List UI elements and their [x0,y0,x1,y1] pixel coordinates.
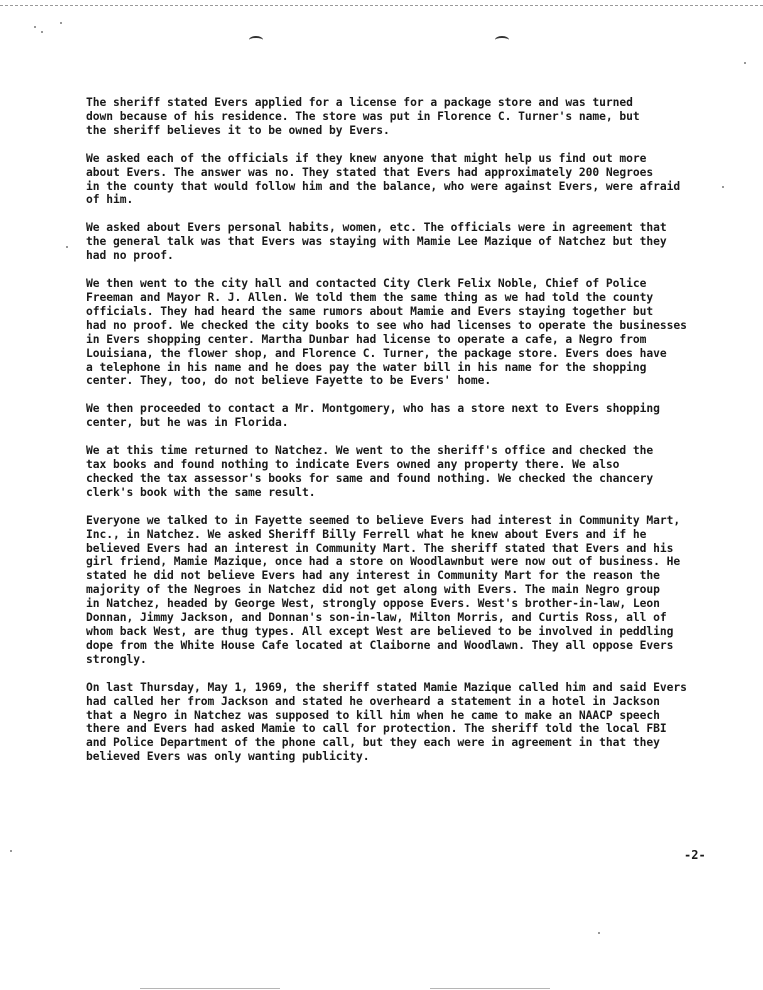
paragraph-threat-call: On last Thursday, May 1, 1969, the sheriff stated Mamie Mazique called him and said Evers had called her from Jackson and stated he overheard a statement in a hotel in Jackson that a Negro in Natchez was supposed to kill him when he came to make an NAACP speech there and Evers had asked Mamie to call for protection. The sheriff told the local FBI and Police Department of the phone call, but they each were in agreement in that they believed Evers was only wanting publicity. [86,680,687,764]
scan-mark-left [249,36,263,44]
scan-speck [598,932,600,934]
top-perforation-border [0,5,763,6]
scan-speck [34,26,36,28]
page-number: -2- [684,848,706,862]
scan-mark-right [495,36,509,44]
scan-speck [744,62,746,64]
bottom-edge-rule [140,988,280,989]
scan-speck [41,31,43,33]
paragraph-personal-habits: We asked about Evers personal habits, women, etc. The officials were in agreement that the general talk was that Evers was staying with Mamie Lee Mazique of Natchez but they had no proof. [86,221,667,263]
paragraph-montgomery: We then proceeded to contact a Mr. Montgomery, who has a store next to Evers shopping center, but he was in Florida. [86,402,660,430]
scan-speck [66,246,68,248]
paragraph-city-hall: We then went to the city hall and contacted City Clerk Felix Noble, Chief of Police Freeman and Mayor R. J. Allen. We told them the same thing as we had told the county officials. They had heard the same rumors about Mamie and Evers staying together but had no proof. We checked the city books to see who had licenses to operate the businesses in Evers shopping center. Martha Dunbar had license to operate a cafe, a Negro from Louisiana, the flower shop, and Florence C. Turner, the package store. Evers does have a telephone in his name and he does pay the water bill in his name for the shopping center. They, too, do not believe Fayette to be Evers' home. [86,277,687,388]
paragraph-officials-questioned: We asked each of the officials if they knew anyone that might help us find out more about Evers. The answer was no. They stated that Evers had approximately 200 Negroes in the county that would follow him and the balance, who were against Evers, were afraid of him. [86,151,681,207]
scan-speck [60,22,62,24]
scan-speck [10,850,12,852]
bottom-edge-rule [430,988,550,989]
paragraph-community-mart: Everyone we talked to in Fayette seemed to believe Evers had interest in Community Mart, Inc., in Natchez. We asked Sheriff Billy Ferrell what he knew about Evers and if he believed Evers had an interest in Community Mart. The sheriff stated that Evers and his girl friend, Mamie Mazique, once had a store on Woodlawnbut were now out of business. He stated he did not believe Evers had any interest in Community Mart for the reason the majority of the Negroes in Natchez did not get along with Evers. The main Negro group in Natchez, headed by George West, strongly oppose Evers. West's brother-in-law, Leon Donnan, Jimmy Jackson, and Donnan's son-in-law, Milton Morris, and Curtis Ross, all of whom back West, are thug types. All except West are believed to be involved in peddling dope from the White House Cafe located at Claiborne and Woodlawn. They all oppose Evers strongly. [86,513,681,666]
paragraph-natchez-records: We at this time returned to Natchez. We went to the sheriff's office and checked the tax books and found nothing to indicate Evers owned any property there. We also checked the tax assessor's books for same and found nothing. We checked the chancery clerk's book with the same result. [86,444,654,499]
memo-body [86,96,726,778]
paragraph-liquor-license: The sheriff stated Evers applied for a license for a package store and was turned down because of his residence. The store was put in Florence C. Turner's name, but the sheriff believes it to be owned by Evers. [86,96,640,137]
